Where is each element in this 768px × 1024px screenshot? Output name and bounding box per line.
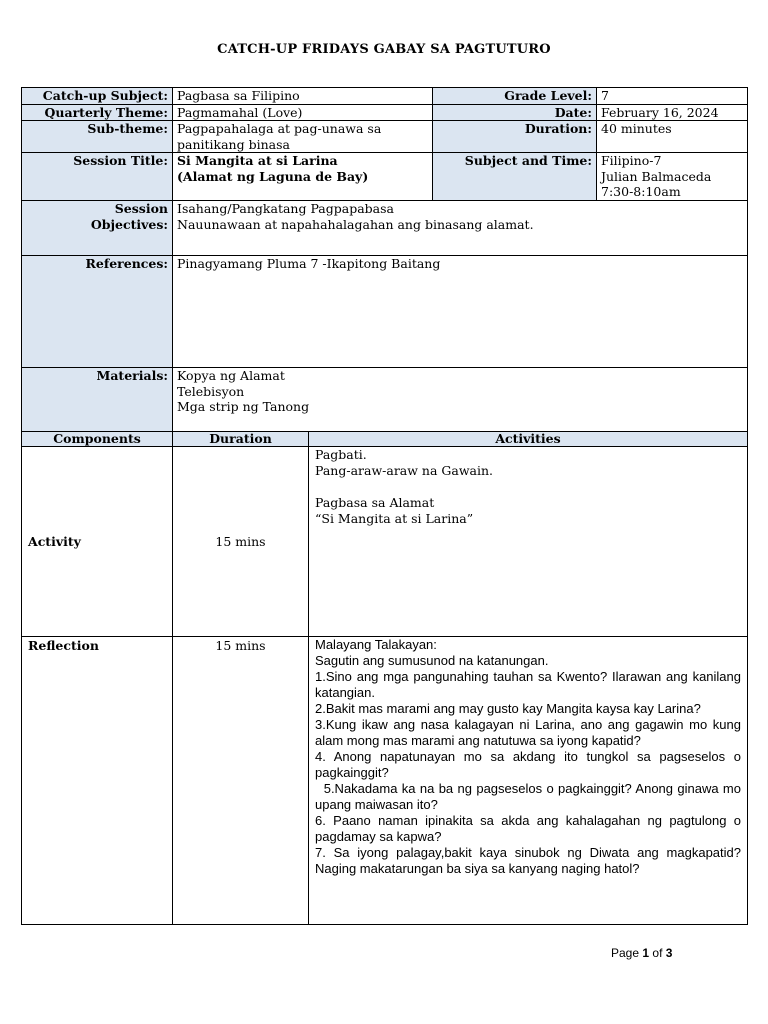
- references-value: Pinagyamang Pluma 7 -Ikapitong Baitang: [173, 256, 748, 368]
- objective-line: Nauunawaan at napahahalagahan ang binasang alamat.: [177, 216, 534, 232]
- date-value: February 16, 2024: [597, 104, 748, 121]
- activity-details: [309, 447, 748, 637]
- activity-line: Pagbasa sa Alamat: [315, 495, 435, 510]
- header-duration: Duration: [173, 432, 309, 447]
- session-info-table: [21, 87, 748, 432]
- session-title-label: Session Title:: [22, 153, 173, 201]
- activity-line: “Si Mangita at si Larina”: [315, 511, 474, 526]
- subject-time-label: Subject and Time:: [433, 153, 597, 201]
- page-number: [611, 946, 672, 960]
- material-item: Telebisyon: [177, 383, 245, 399]
- lesson-plan-table: [21, 431, 748, 925]
- material-item: Mga strip ng Tanong: [177, 399, 310, 414]
- reflection-line: Malayang Talakayan:: [315, 637, 437, 652]
- subtheme-value: Pagpapahalaga at pag-unawa sa panitikang binasa: [173, 121, 433, 153]
- date-label: Date:: [433, 104, 597, 121]
- reflection-question: 1.Sino ang mga pangunahing tauhan sa Kwento? Ilarawan ang kanilang katangian.: [315, 669, 741, 700]
- references-label: References:: [22, 256, 173, 368]
- objectives-value: [173, 201, 748, 256]
- header-activities: Activities: [309, 432, 748, 447]
- grade-label: Grade Level:: [433, 88, 597, 105]
- objectives-label-line: Session: [114, 201, 168, 216]
- reflection-row: [22, 637, 748, 925]
- theme-value: Pagmamahal (Love): [173, 104, 433, 121]
- document-title: CATCH-UP FRIDAYS GABAY SA PAGTUTURO: [217, 42, 551, 57]
- reflection-question: 3.Kung ikaw ang nasa kalagayan ni Larina, ano ang gagawin mo kung alam mong mas marami ang natutuwa sa iyong kapatid?: [315, 717, 741, 748]
- reflection-duration: 15 mins: [173, 637, 309, 925]
- theme-label: Quarterly Theme:: [22, 104, 173, 121]
- activity-line: Pagbati.: [315, 447, 367, 462]
- objectives-label: [22, 201, 173, 256]
- duration-value: 40 minutes: [597, 121, 748, 153]
- subtheme-label: Sub-theme:: [22, 121, 173, 153]
- reflection-question: 4. Anong napatunayan mo sa akdang ito tungkol sa pagseselos o pagkainggit?: [315, 749, 741, 780]
- reflection-question: 5.Nakadama ka na ba ng pagseselos o pagkainggit? Anong ginawa mo upang maiwasan ito?: [315, 781, 745, 812]
- materials-label: Materials:: [22, 368, 173, 432]
- session-title-line: Si Mangita at si Larina: [177, 153, 338, 168]
- subject-time-line: Julian Balmaceda: [601, 168, 712, 184]
- subject-label: Catch-up Subject:: [22, 88, 173, 105]
- material-item: Kopya ng Alamat: [177, 368, 285, 383]
- activity-component: Activity: [22, 447, 173, 637]
- activity-line: [315, 479, 741, 495]
- reflection-question: 2.Bakit mas marami ang may gusto kay Mangita kaysa kay Larina?: [315, 701, 701, 716]
- activity-duration: 15 mins: [173, 447, 309, 637]
- reflection-question: 6. Paano naman ipinakita sa akda ang kahalagahan ng pagtulong o pagdamay sa kapwa?: [315, 813, 741, 844]
- reflection-question: 7. Sa iyong palagay,bakit kaya sinubok ng Diwata ang magkapatid? Naging makatarungan ba siya sa kanyang naging hatol?: [315, 845, 741, 876]
- duration-label: Duration:: [433, 121, 597, 153]
- reflection-details: [309, 637, 748, 925]
- of-word: of: [652, 946, 663, 960]
- subject-time-value: [597, 153, 748, 201]
- page-word: Page: [611, 946, 640, 960]
- page-current: 1: [642, 946, 650, 960]
- session-title-line: (Alamat ng Laguna de Bay): [177, 168, 369, 184]
- grade-value: 7: [597, 88, 748, 105]
- session-title-value: [173, 153, 433, 201]
- page-total: 3: [665, 946, 673, 960]
- reflection-line: Sagutin ang sumusunod na katanungan.: [315, 653, 549, 668]
- subject-time-line: Filipino-7: [601, 153, 662, 168]
- objective-line: Isahang/Pangkatang Pagpapabasa: [177, 201, 394, 216]
- subject-value: Pagbasa sa Filipino: [173, 88, 433, 105]
- activity-row: [22, 447, 748, 637]
- materials-value: [173, 368, 748, 432]
- reflection-component: Reflection: [22, 637, 173, 925]
- header-components: Components: [22, 432, 173, 447]
- activity-line: Pang-araw-araw na Gawain.: [315, 463, 494, 478]
- objectives-label-line: Objectives:: [90, 216, 168, 232]
- subject-time-line: 7:30-8:10am: [601, 184, 681, 199]
